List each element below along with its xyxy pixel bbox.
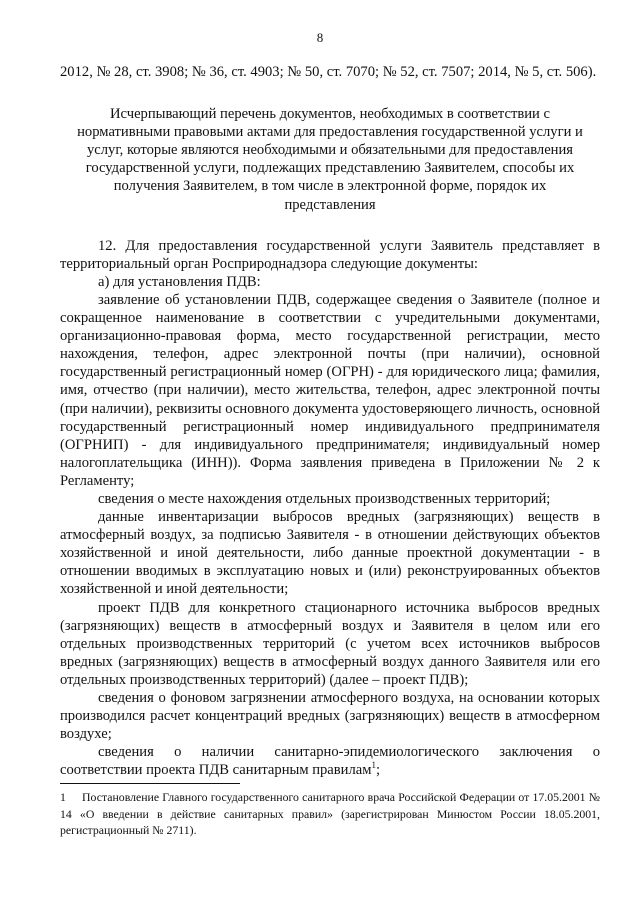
paragraph-pdv-project: проект ПДВ для конкретного стационарного источника выбросов вредных (загрязняющих) веществ в атмосферный воздух и Заявителя в целом или его отдельных производственных территорий (с учетом всех источников выбросов вредных (загрязняющих) веществ в атмосферный воздух данного Заявителя или его отдельных производственных территорий) (далее – проект ПДВ); xyxy=(60,599,600,688)
sanitary-conclusion-text: сведения о наличии санитарно-эпидемиологического заключения о соответствии проекта ПДВ санитарным правилам xyxy=(60,744,600,779)
footnote-reference: 1 xyxy=(371,760,376,771)
paragraph-inventory: данные инвентаризации выбросов вредных (загрязняющих) веществ в атмосферный воздух, за подписью Заявителя - в отношении действующих объектов хозяйственной и иной деятельности, либо данные проектной документации - в отношении вводимых в эксплуатацию новых и (или) реконструированных объектов хозяйственной и иной деятельности; xyxy=(60,509,600,598)
footnote-number: 1 xyxy=(60,790,66,804)
item-a-heading: а) для установления ПДВ: xyxy=(98,273,261,290)
sanitary-conclusion-end: ; xyxy=(376,762,381,779)
section-heading: Исчерпывающий перечень документов, необходимых в соответствии с нормативными правовыми актами для предоставления государственной услуги и услуг, которые являются необходимыми и обязательными для предоставления государственной услуги, подлежащих представлению Заявителем, способы их получения Заявителем, в том числе в электронной форме, порядок их представления xyxy=(77,106,583,213)
footnote-text: Постановление Главного государственного санитарного врача Российской Федерации от 17.05.2001 № 14 «О введении в действие санитарных правил» (зарегистрирован Минюстом России 18.05.2001, регистрационный № 2711). xyxy=(60,790,600,837)
paragraph-sanitary-conclusion xyxy=(60,743,600,779)
paragraph-12-intro: 12. Для предоставления государственной услуги Заявитель представляет в территориальный орган Росприроднадзора следующие документы: xyxy=(60,237,600,272)
page-number: 8 xyxy=(316,30,324,45)
footnote xyxy=(60,789,600,839)
paragraph-territories: сведения о месте нахождения отдельных производственных территорий; xyxy=(98,490,551,507)
page-body xyxy=(60,63,600,779)
footnote-divider xyxy=(60,783,240,784)
continuation-text: 2012, № 28, ст. 3908; № 36, ст. 4903; № 50, ст. 7070; № 52, ст. 7507; 2014, № 5, ст. 506). xyxy=(60,64,597,80)
paragraph-background-pollution: сведения о фоновом загрязнении атмосферного воздуха, на основании которых производился расчет концентраций вредных (загрязняющих) веществ в атмосферном воздухе; xyxy=(60,690,600,743)
paragraph-application: заявление об установлении ПДВ, содержащее сведения о Заявителе (полное и сокращенное наименование в соответствии с учредительными документами, организационно-правовая форма, место государственной регистрации, место нахождения, телефон, адрес электронной почты (при наличии), основной государственный регистрационный номер (ОГРН) - для юридического лица; фамилия, имя, отчество (при наличии), место жительства, телефон, адрес электронной почты (при наличии), реквизиты основного документа удостоверяющего личность, основной государственный регистрационный номер индивидуального предпринимателя (ОГРНИП) - для индивидуального предпринимателя; индивидуальный номер налогоплательщика (ИНН)). Форма заявления приведена в Приложении № 2 к Регламенту; xyxy=(60,291,600,489)
